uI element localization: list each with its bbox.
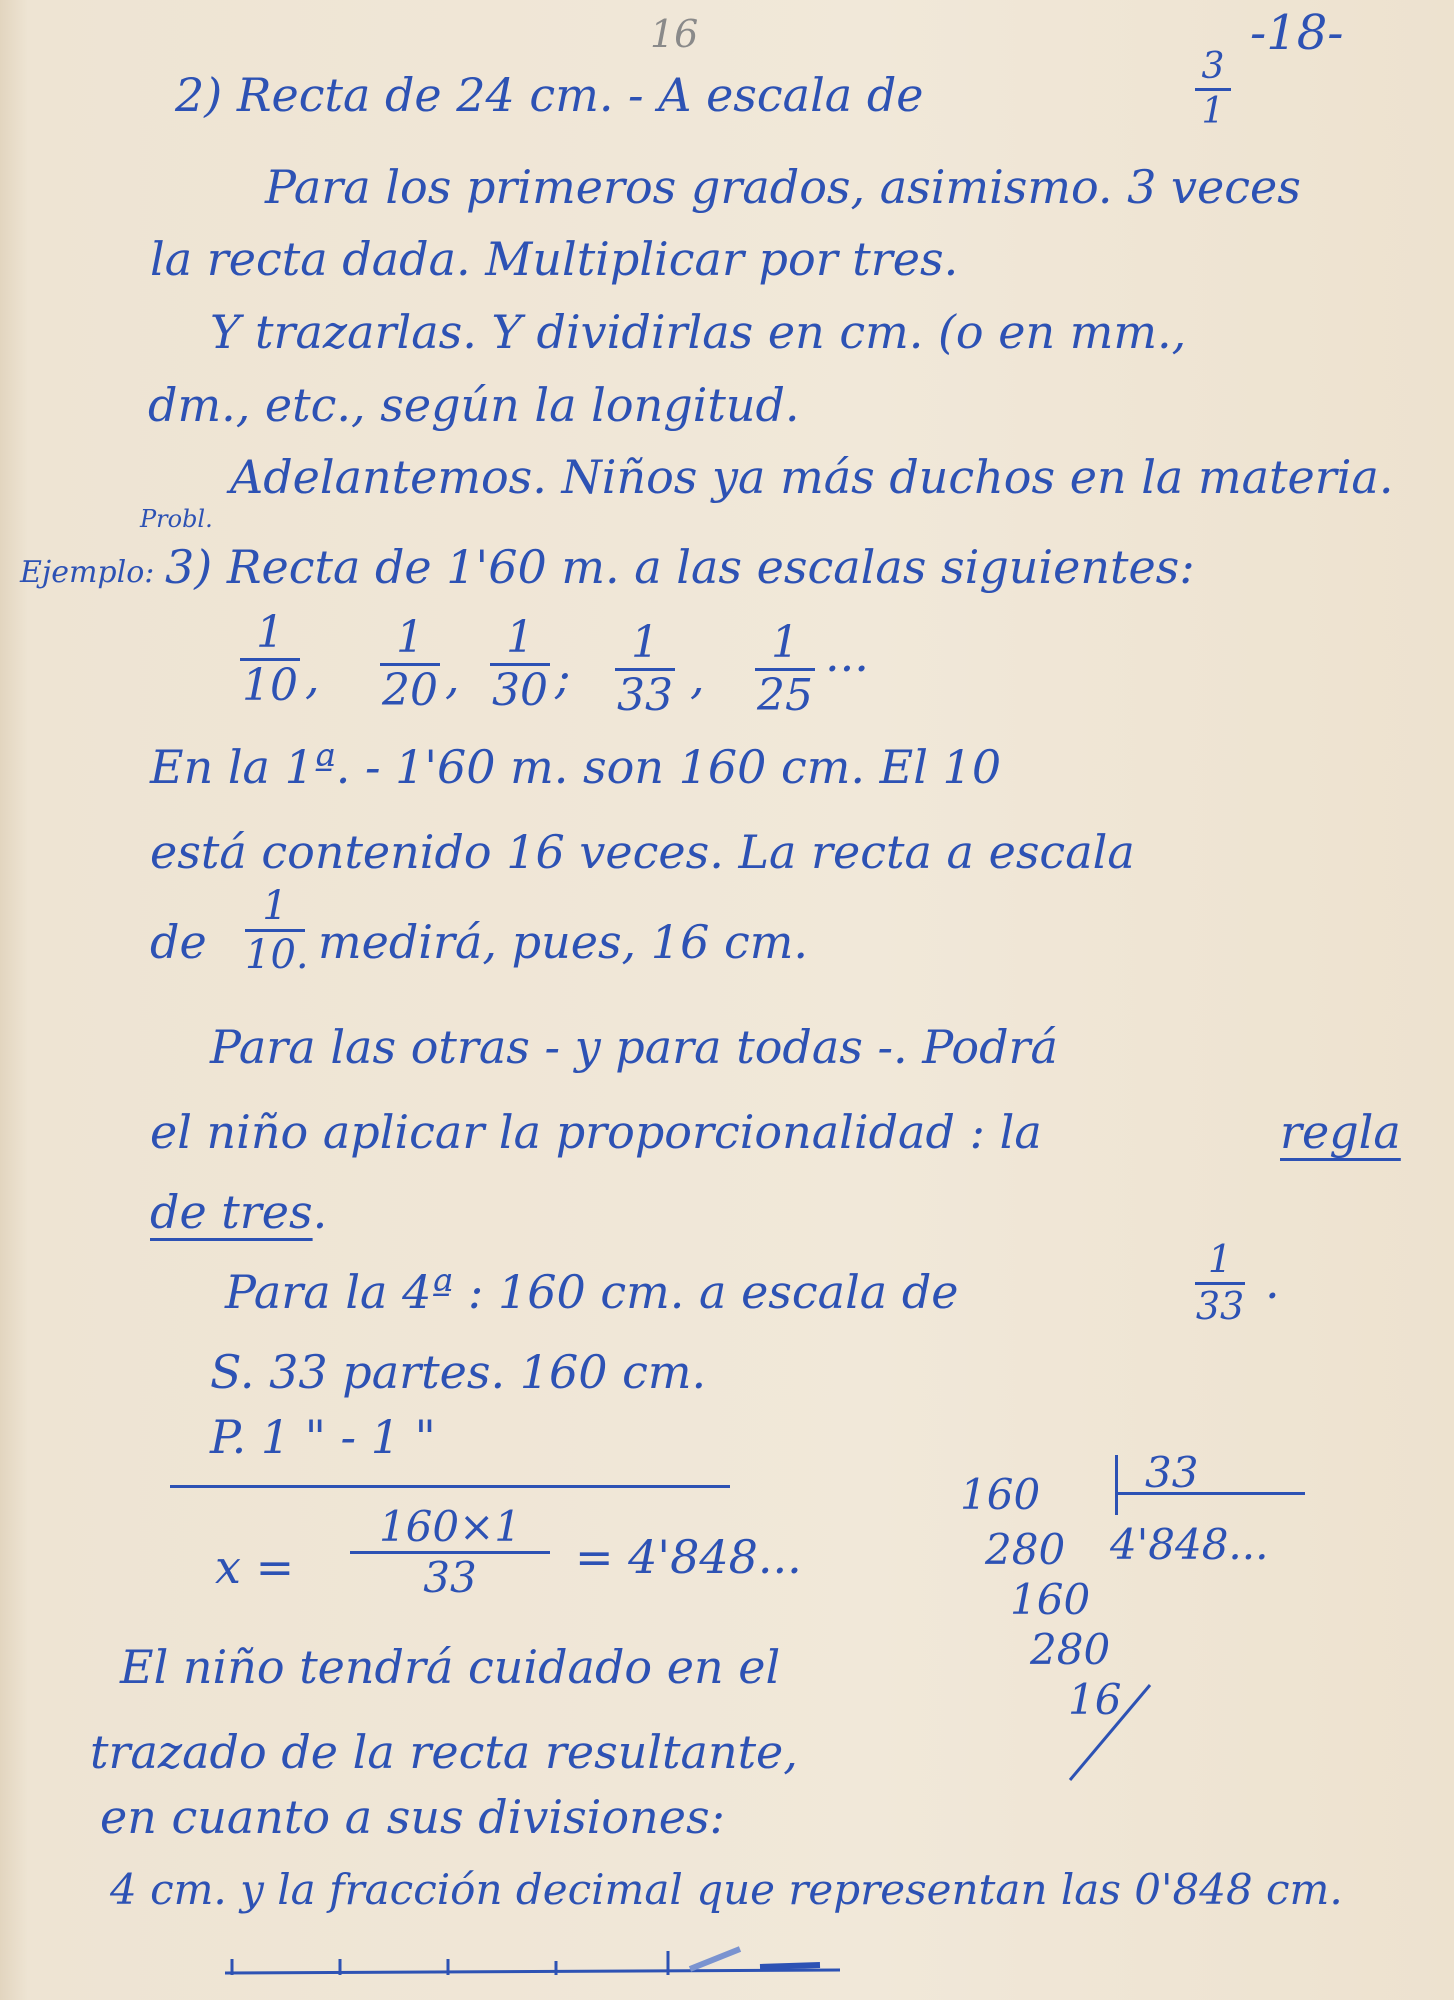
line-4: Y trazarlas. Y dividirlas en cm. (o en mm., xyxy=(210,305,1187,359)
line-18: 4 cm. y la fracción decimal que representan las 0'848 cm. xyxy=(110,1865,1343,1914)
fraction-3-over-1: 3 1 xyxy=(1195,48,1231,131)
x-result: = 4'848... xyxy=(575,1530,802,1584)
line-14-post: . xyxy=(1265,1255,1280,1309)
page-number: -18- xyxy=(1250,5,1344,61)
line-1: 2) Recta de 24 cm. - A escala de xyxy=(175,68,924,122)
line-14-pre: Para la 4ª : 160 cm. a escala de xyxy=(225,1265,959,1319)
division-stroke xyxy=(1060,1670,1180,1790)
line-11: Para las otras - y para todas -. Podrá xyxy=(210,1020,1058,1074)
fraction-1-10-inline: 1 10. xyxy=(245,883,309,978)
line-6: Adelantemos. Niños ya más duchos en la materia. xyxy=(230,450,1394,504)
proportion-rule xyxy=(170,1485,730,1488)
margin-probl: Probl. xyxy=(140,505,213,533)
division-quotient: 4'848... xyxy=(1110,1520,1269,1569)
line-17: en cuanto a sus divisiones: xyxy=(100,1790,726,1844)
division-divisor: 33 xyxy=(1145,1448,1199,1497)
line-8: En la 1ª. - 1'60 m. son 160 cm. El 10 xyxy=(150,740,1002,794)
margin-ejemplo: Ejemplo: xyxy=(20,555,155,590)
regla-underlined: regla xyxy=(1280,1105,1401,1159)
fraction-1-10: 1 10 xyxy=(242,607,298,712)
fraction-sep-4: , xyxy=(690,650,705,704)
line-2: Para los primeros grados, asimismo. 3 veces xyxy=(265,160,1301,214)
line-10-post: medirá, pues, 16 cm. xyxy=(318,915,808,969)
divided-segment-drawing xyxy=(220,1945,860,1985)
division-dividend: 160 xyxy=(960,1470,1041,1519)
fraction-sep-2: , xyxy=(445,650,460,704)
pencil-page-number: 16 xyxy=(650,12,699,56)
line-16: trazado de la recta resultante, xyxy=(90,1725,798,1779)
fraction-1-25: 1 25 xyxy=(757,617,813,722)
line-10-pre: de xyxy=(150,915,207,969)
line-5: dm., etc., según la longitud. xyxy=(148,378,800,432)
fraction-1-30: 1 30 xyxy=(492,612,548,717)
division-remainder-2: 160 xyxy=(1010,1575,1091,1624)
line-7: 3) Recta de 1'60 m. a las escalas siguientes: xyxy=(165,540,1195,594)
division-bracket xyxy=(1115,1455,1118,1515)
line-12-pre: el niño aplicar la proporcionalidad : la xyxy=(150,1105,1042,1159)
x-fraction: 160×1 33 xyxy=(350,1505,550,1600)
division-rule xyxy=(1115,1492,1305,1495)
line-15: El niño tendrá cuidado en el xyxy=(120,1640,781,1694)
fraction-sep-1: , xyxy=(305,650,320,704)
division-remainder-1: 280 xyxy=(985,1525,1066,1574)
division-remainder-3: 280 xyxy=(1030,1625,1111,1674)
fraction-1-33: 1 33 xyxy=(617,617,673,722)
fraction-1-20: 1 20 xyxy=(382,612,438,717)
line-3: la recta dada. Multiplicar por tres. xyxy=(150,232,959,286)
proportion-s-row: S. 33 partes. 160 cm. xyxy=(210,1345,707,1399)
division-remainder-4: 16 xyxy=(1068,1675,1122,1724)
line-13: de tres. xyxy=(150,1185,328,1239)
proportion-p-row: P. 1 " - 1 " xyxy=(210,1410,436,1464)
x-equals: x = xyxy=(215,1540,295,1594)
fraction-1-33-inline: 1 33 xyxy=(1195,1237,1245,1328)
de-tres-underlined: de tres xyxy=(150,1185,313,1239)
fraction-ellipsis: ... xyxy=(825,628,869,682)
line-9: está contenido 16 veces. La recta a escala xyxy=(150,825,1135,879)
fraction-sep-3: ; xyxy=(555,650,571,704)
